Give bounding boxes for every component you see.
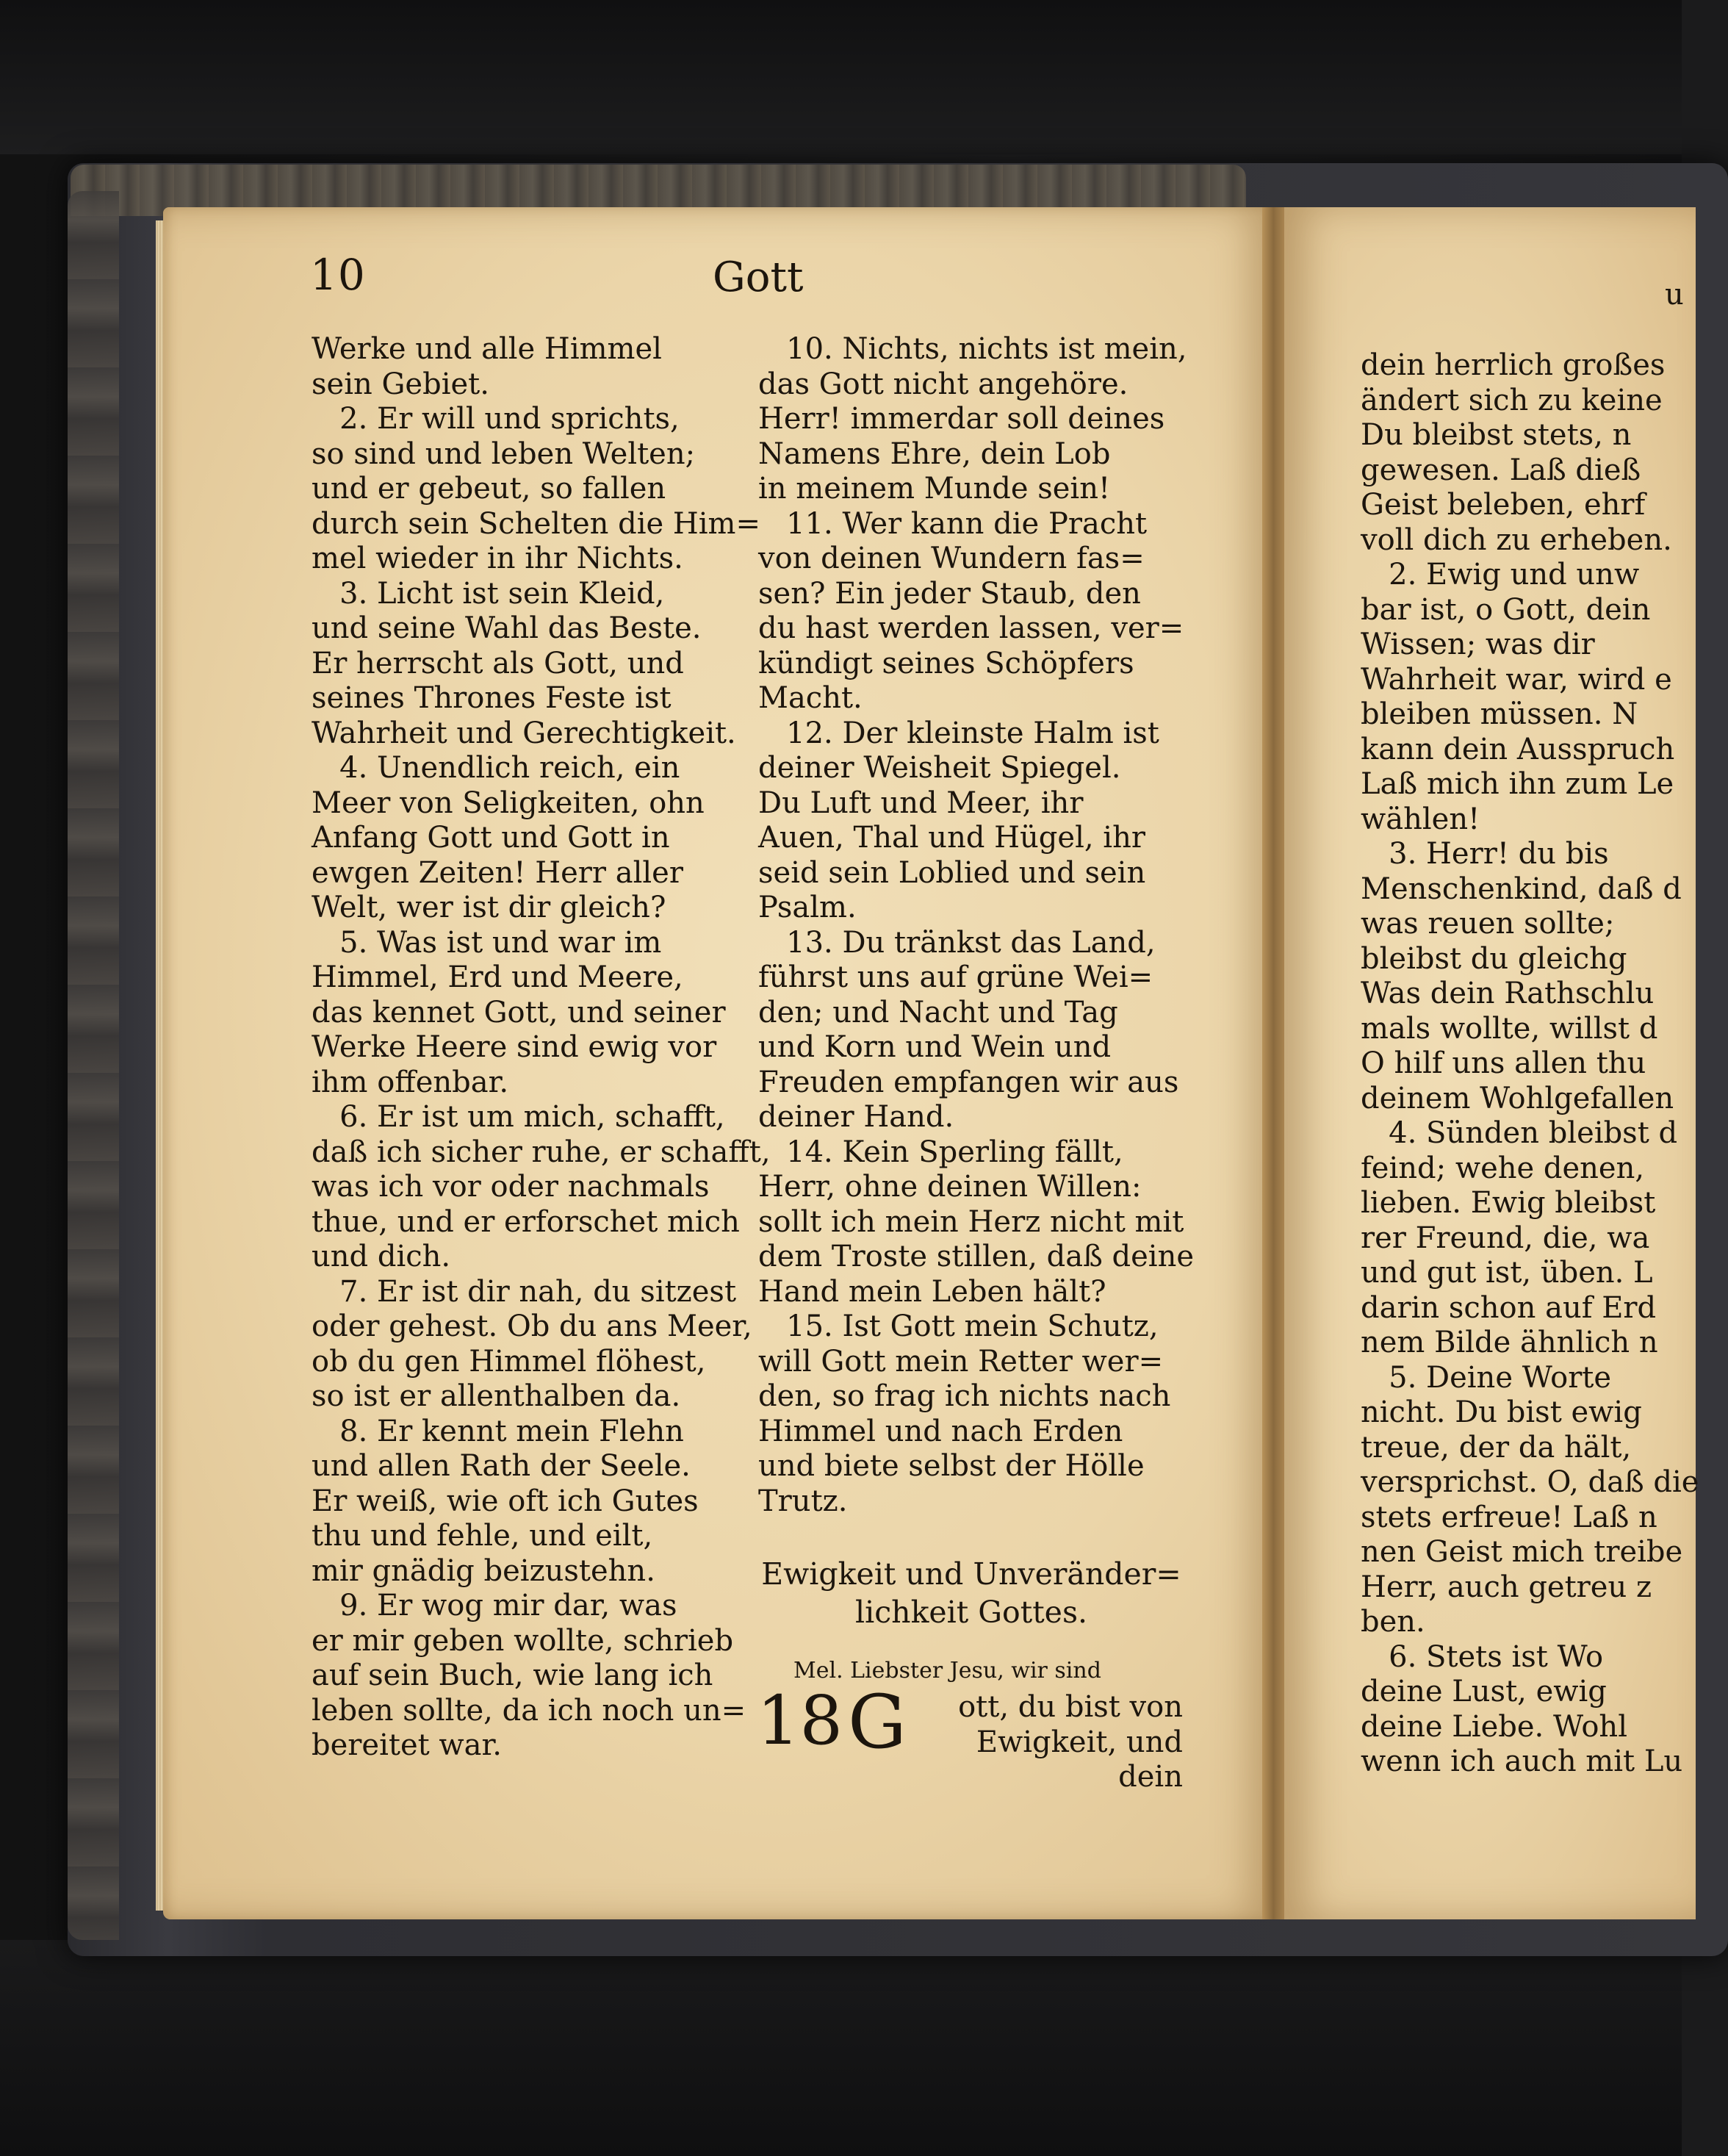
text-line: mel wieder in ihr Nichts.: [312, 542, 683, 575]
text-line: wählen!: [1361, 802, 1480, 836]
text-line: deine Liebe. Wohl: [1361, 1709, 1627, 1744]
text-line: in meinem Munde sein!: [758, 472, 1111, 506]
text-line: bar ist, o Gott, dein: [1361, 592, 1651, 627]
left-column-text: [312, 332, 771, 1764]
right-page-clip: [1284, 207, 1699, 1919]
running-head: Gott: [713, 254, 804, 301]
text-line: was reuen sollte;: [1361, 907, 1615, 941]
text-line: bereitet war.: [312, 1728, 502, 1762]
text-line: 6. Stets ist Wo: [1361, 1639, 1604, 1674]
text-line: thu und fehle, und eilt,: [312, 1519, 653, 1553]
text-line: und dich.: [312, 1240, 451, 1273]
text-line: was ich vor oder nachmals: [312, 1170, 710, 1204]
text-line: 12. Der kleinste Halm ist: [758, 716, 1159, 750]
text-line: sein Gebiet.: [312, 367, 489, 401]
text-line: den; und Nacht und Tag: [758, 995, 1118, 1030]
text-line: das kennet Gott, und seiner: [312, 995, 726, 1030]
text-line: und seine Wahl das Beste.: [312, 611, 702, 645]
text-line: den, so frag ich nichts nach: [758, 1379, 1171, 1413]
text-line: Macht.: [758, 681, 863, 715]
text-line: oder gehest. Ob du ans Meer,: [312, 1309, 752, 1343]
cover-worn-edge-left: [68, 191, 119, 1940]
text-line: nen Geist mich treibe: [1361, 1535, 1683, 1569]
text-line: Wahrheit war, wird e: [1361, 662, 1672, 697]
text-line: will Gott mein Retter wer=: [758, 1344, 1164, 1379]
drop-cap: G: [848, 1679, 907, 1765]
right-column-text: [1361, 348, 1699, 1780]
text-line: bleibst du gleichg: [1361, 941, 1627, 976]
text-line: Herr! immerdar soll deines: [758, 402, 1165, 436]
text-line: lieben. Ewig bleibst: [1361, 1186, 1656, 1220]
text-line: und biete selbst der Hölle: [758, 1449, 1145, 1483]
text-line: ihm offenbar.: [312, 1065, 509, 1099]
text-line: 5. Deine Worte: [1361, 1360, 1612, 1395]
text-line: Meer von Seligkeiten, ohn: [312, 786, 705, 820]
text-line: Menschenkind, daß d: [1361, 872, 1682, 906]
text-line: 5. Was ist und war im: [312, 925, 662, 960]
text-line: auf sein Buch, wie lang ich: [312, 1659, 713, 1692]
text-line: versprichst. O, daß die: [1361, 1465, 1699, 1499]
text-line: seines Thrones Feste ist: [312, 681, 672, 715]
text-line: 4. Unendlich reich, ein: [312, 751, 680, 785]
text-line: deinem Wohlgefallen: [1361, 1081, 1674, 1115]
text-line: O hilf uns allen thu: [1361, 1046, 1646, 1080]
text-line: Werke und alle Himmel: [312, 332, 662, 366]
text-line: Du Luft und Meer, ihr: [758, 786, 1084, 820]
text-line: Geist beleben, ehrf: [1361, 488, 1646, 522]
text-line: Hand mein Leben hält?: [758, 1274, 1106, 1309]
text-line: deine Lust, ewig: [1361, 1675, 1607, 1708]
text-line: Himmel, Erd und Meere,: [312, 960, 683, 994]
middle-column-text: [758, 332, 1195, 1519]
text-line: so ist er allenthalben da.: [312, 1379, 681, 1413]
text-line: nem Bilde ähnlich n: [1361, 1326, 1658, 1359]
text-line: Wissen; was dir: [1361, 628, 1595, 661]
text-line: 7. Er ist dir nah, du sitzest: [312, 1274, 737, 1309]
text-line: Was dein Rathschlu: [1361, 977, 1655, 1010]
hymn-line: ott, du bist von: [958, 1690, 1183, 1724]
text-line: ob du gen Himmel flöhest,: [312, 1344, 706, 1379]
text-line: bleiben müssen. N: [1361, 697, 1638, 731]
text-line: das Gott nicht angehöre.: [758, 367, 1128, 401]
text-line: und Korn und Wein und: [758, 1030, 1112, 1064]
text-line: dein herrlich großes: [1361, 348, 1666, 382]
text-line: nicht. Du bist ewig: [1361, 1395, 1642, 1429]
text-line: 4. Sünden bleibst d: [1361, 1116, 1678, 1150]
melody-reference: Mel. Liebster Jesu, wir sind: [793, 1658, 1101, 1684]
text-line: 6. Er ist um mich, schafft,: [312, 1100, 725, 1134]
text-line: voll dich zu erheben.: [1361, 522, 1672, 557]
text-line: ewgen Zeiten! Herr aller: [312, 855, 683, 890]
text-line: Herr, ohne deinen Willen:: [758, 1170, 1142, 1204]
page-number: 10: [310, 250, 366, 300]
text-line: kann dein Ausspruch: [1361, 732, 1675, 766]
book-gutter: [1262, 207, 1287, 1919]
text-line: Himmel und nach Erden: [758, 1414, 1123, 1448]
right-running-head-fragment: u: [1665, 278, 1684, 312]
text-line: seid sein Loblied und sein: [758, 855, 1146, 890]
text-line: mir gnädig beizustehn.: [312, 1553, 655, 1588]
text-line: durch sein Schelten die Him=: [312, 506, 760, 541]
text-line: 2. Ewig und unw: [1361, 558, 1640, 592]
text-line: feind; wehe denen,: [1361, 1151, 1645, 1185]
text-line: Er herrscht als Gott, und: [312, 646, 684, 680]
text-line: 15. Ist Gott mein Schutz,: [758, 1309, 1159, 1343]
text-line: Psalm.: [758, 891, 857, 924]
text-line: stets erfreue! Laß n: [1361, 1500, 1657, 1534]
text-line: 9. Er wog mir dar, was: [312, 1589, 677, 1623]
text-line: Wahrheit und Gerechtigkeit.: [312, 716, 736, 750]
text-line: ben.: [1361, 1605, 1425, 1639]
text-line: ändert sich zu keine: [1361, 383, 1663, 417]
hymn-title: [758, 1555, 1184, 1631]
text-line: 10. Nichts, nichts ist mein,: [758, 332, 1187, 366]
text-line: Namens Ehre, dein Lob: [758, 436, 1111, 471]
text-line: mals wollte, willst d: [1361, 1011, 1658, 1046]
text-line: du hast werden lassen, ver=: [758, 611, 1184, 645]
text-line: Werke Heere sind ewig vor: [312, 1030, 717, 1064]
text-line: Er weiß, wie oft ich Gutes: [312, 1484, 699, 1518]
text-line: 2. Er will und sprichts,: [312, 402, 680, 436]
text-line: und allen Rath der Seele.: [312, 1449, 691, 1483]
text-line: 3. Licht ist sein Kleid,: [312, 576, 665, 611]
text-line: führst uns auf grüne Wei=: [758, 960, 1153, 994]
text-line: leben sollte, da ich noch un=: [312, 1693, 746, 1728]
text-line: und gut ist, üben. L: [1361, 1256, 1653, 1290]
text-line: und er gebeut, so fallen: [312, 472, 666, 506]
text-line: von deinen Wundern fas=: [758, 542, 1145, 575]
hymn-number: 18: [757, 1681, 843, 1760]
text-line: sen? Ein jeder Staub, den: [758, 576, 1141, 611]
text-line: treue, der da hält,: [1361, 1430, 1632, 1465]
text-line: sollt ich mein Herz nicht mit: [758, 1204, 1184, 1239]
text-line: Herr, auch getreu z: [1361, 1570, 1652, 1604]
text-line: deiner Weisheit Spiegel.: [758, 751, 1121, 785]
text-line: 11. Wer kann die Pracht: [758, 506, 1148, 541]
text-line: Freuden empfangen wir aus: [758, 1065, 1179, 1099]
background-bottom: [0, 1940, 1682, 2156]
text-line: Anfang Gott und Gott in: [312, 821, 670, 855]
text-line: Trutz.: [758, 1484, 848, 1518]
hymn-title-line-1: Ewigkeit und Unveränder=: [761, 1556, 1181, 1592]
hymn-line: dein: [1118, 1760, 1183, 1794]
text-line: Auen, Thal und Hügel, ihr: [758, 821, 1145, 855]
text-line: Du bleibst stets, n: [1361, 418, 1632, 452]
background-top: [0, 0, 1682, 154]
hymn-line: Ewigkeit, und: [976, 1725, 1183, 1759]
text-line: gewesen. Laß dieß: [1361, 453, 1641, 487]
text-line: wenn ich auch mit Lu: [1361, 1744, 1683, 1778]
text-line: daß ich sicher ruhe, er schafft,: [312, 1135, 771, 1169]
text-line: so sind und leben Welten;: [312, 436, 696, 471]
text-line: 13. Du tränkst das Land,: [758, 925, 1156, 960]
text-line: darin schon auf Erd: [1361, 1290, 1657, 1325]
text-line: deiner Hand.: [758, 1100, 954, 1134]
text-line: er mir geben wollte, schrieb: [312, 1623, 734, 1658]
text-line: 8. Er kennt mein Flehn: [312, 1414, 684, 1448]
hymn-title-line-2: lichkeit Gottes.: [854, 1595, 1088, 1630]
hymn-opening-lines: [904, 1690, 1183, 1795]
text-line: kündigt seines Schöpfers: [758, 646, 1134, 680]
text-line: 3. Herr! du bis: [1361, 837, 1609, 871]
text-line: thue, und er erforschet mich: [312, 1204, 740, 1239]
text-line: 14. Kein Sperling fällt,: [758, 1135, 1123, 1169]
text-line: dem Troste stillen, daß deine: [758, 1240, 1195, 1273]
text-line: rer Freund, die, wa: [1361, 1221, 1650, 1255]
text-line: Welt, wer ist dir gleich?: [312, 891, 666, 924]
text-line: Laß mich ihn zum Le: [1361, 767, 1674, 801]
